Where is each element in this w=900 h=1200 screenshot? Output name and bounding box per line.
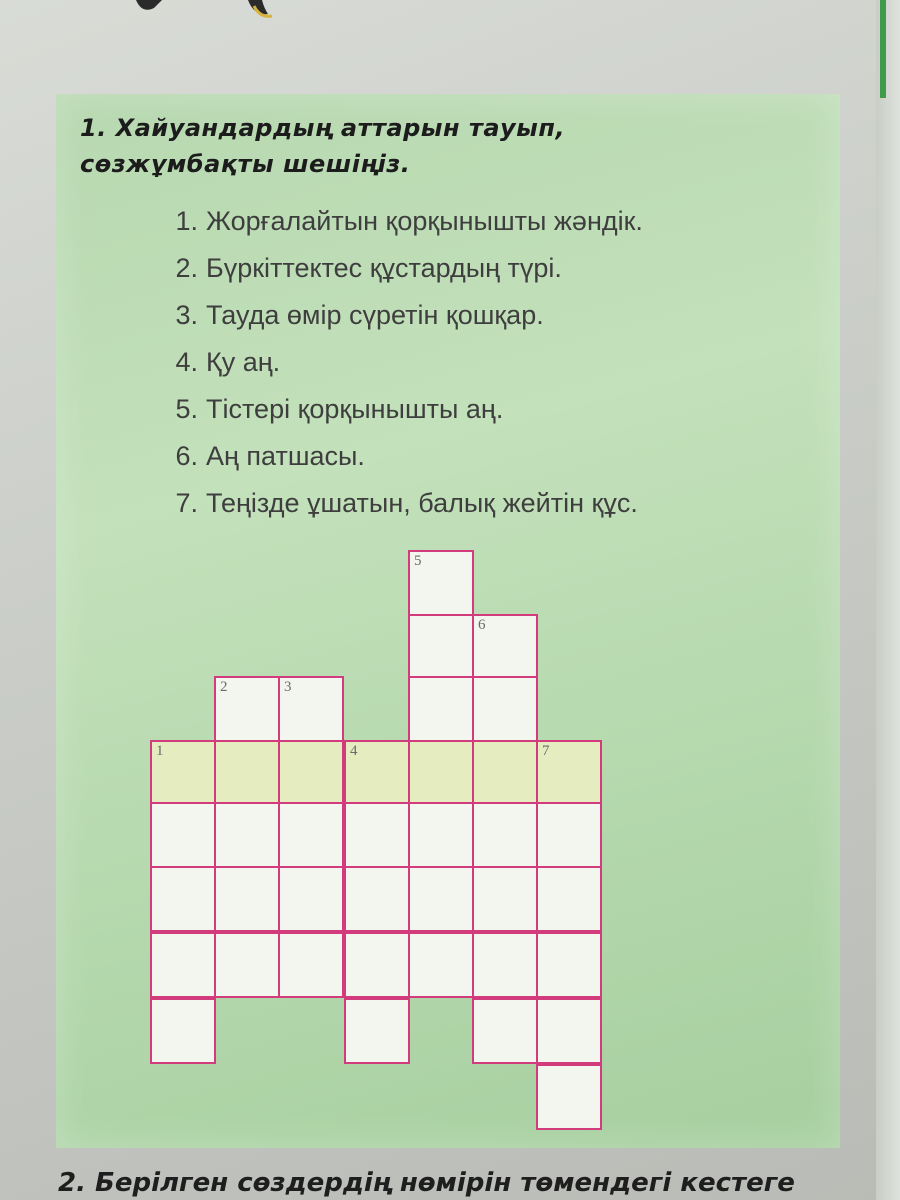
page-edge-accent (880, 0, 886, 98)
clue-text: Теңізде ұшатын, балық жейтін құс. (206, 488, 638, 518)
crossword-cell[interactable] (472, 614, 538, 680)
clue-number: 4. (175, 347, 198, 377)
clue-item (150, 441, 830, 488)
crossword-cell[interactable] (408, 932, 474, 998)
clue-list (150, 206, 830, 535)
clue-item (150, 347, 830, 394)
clue-number: 7. (175, 488, 198, 518)
crossword-cell[interactable] (472, 932, 538, 998)
clue-item (150, 253, 830, 300)
crossword-cell[interactable] (472, 676, 538, 742)
crossword-cell[interactable] (278, 802, 344, 868)
crossword-cell[interactable] (408, 802, 474, 868)
crossword-cell[interactable] (150, 866, 216, 932)
crossword-cell[interactable] (278, 740, 344, 806)
crossword-cell[interactable] (214, 932, 280, 998)
clue-number: 6. (175, 441, 198, 471)
clue-text: Қу аң. (206, 347, 281, 377)
crossword-cell[interactable] (472, 866, 538, 932)
cell-number: 3 (284, 679, 292, 695)
cell-number: 4 (350, 743, 358, 759)
crossword-cell[interactable] (536, 998, 602, 1064)
crossword-cell[interactable] (278, 676, 344, 742)
crossword-cell[interactable] (472, 802, 538, 868)
cell-number: 1 (156, 743, 164, 759)
page-edge (876, 0, 900, 1200)
cell-number: 6 (478, 617, 486, 633)
crossword-cell[interactable] (472, 740, 538, 806)
crossword-cell[interactable] (150, 802, 216, 868)
heading-line-2: сөзжұмбақты шешіңіз. (80, 150, 411, 178)
crossword-cell[interactable] (344, 932, 410, 998)
clue-item (150, 300, 830, 347)
crossword-cell[interactable] (344, 802, 410, 868)
cell-number: 7 (542, 743, 550, 759)
crossword-cell[interactable] (536, 932, 602, 998)
clue-text: Тістері қорқынышты аң. (206, 394, 504, 424)
crossword-cell[interactable] (536, 740, 602, 806)
crossword-cell[interactable] (408, 866, 474, 932)
crossword-cell[interactable] (344, 866, 410, 932)
crossword-cell[interactable] (150, 740, 216, 806)
cell-number: 2 (220, 679, 228, 695)
crossword-cell[interactable] (150, 932, 216, 998)
clue-text: Аң патшасы. (206, 441, 365, 471)
clue-item (150, 206, 830, 253)
crossword-cell[interactable] (214, 676, 280, 742)
crossword-cell[interactable] (408, 614, 474, 680)
crossword-cell[interactable] (536, 866, 602, 932)
crossword-cell[interactable] (214, 740, 280, 806)
clue-number: 2. (175, 253, 198, 283)
clue-item (150, 394, 830, 441)
heading-line-1: 1. Хайуандардың аттарын тауып, (80, 114, 566, 142)
exercise-heading (80, 110, 680, 182)
clue-text: Бүркіттектес құстардың түрі. (206, 253, 562, 283)
crossword-cell[interactable] (472, 998, 538, 1064)
crossword-cell[interactable] (278, 932, 344, 998)
clue-text: Жорғалайтын қорқынышты жәндік. (206, 206, 643, 236)
crossword-cell[interactable] (408, 740, 474, 806)
crossword-cell[interactable] (408, 550, 474, 616)
crossword-cell[interactable] (214, 802, 280, 868)
clue-item (150, 488, 830, 535)
clue-number: 5. (175, 394, 198, 424)
crossword-cell[interactable] (536, 1064, 602, 1130)
next-exercise-heading: 2. Берілген сөздердің нөмірін төмендегі кестеге (58, 1168, 795, 1198)
cell-number: 5 (414, 553, 422, 569)
crossword-cell[interactable] (408, 676, 474, 742)
crossword-cell[interactable] (536, 802, 602, 868)
crossword-cell[interactable] (278, 866, 344, 932)
clue-text: Тауда өмір сүретін қошқар. (206, 300, 544, 330)
clue-number: 3. (175, 300, 198, 330)
clue-number: 1. (175, 206, 198, 236)
crossword-cell[interactable] (214, 866, 280, 932)
crossword-cell[interactable] (344, 740, 410, 806)
crossword-cell[interactable] (150, 998, 216, 1064)
illustration-fragment (128, 0, 288, 20)
crossword-cell[interactable] (344, 998, 410, 1064)
